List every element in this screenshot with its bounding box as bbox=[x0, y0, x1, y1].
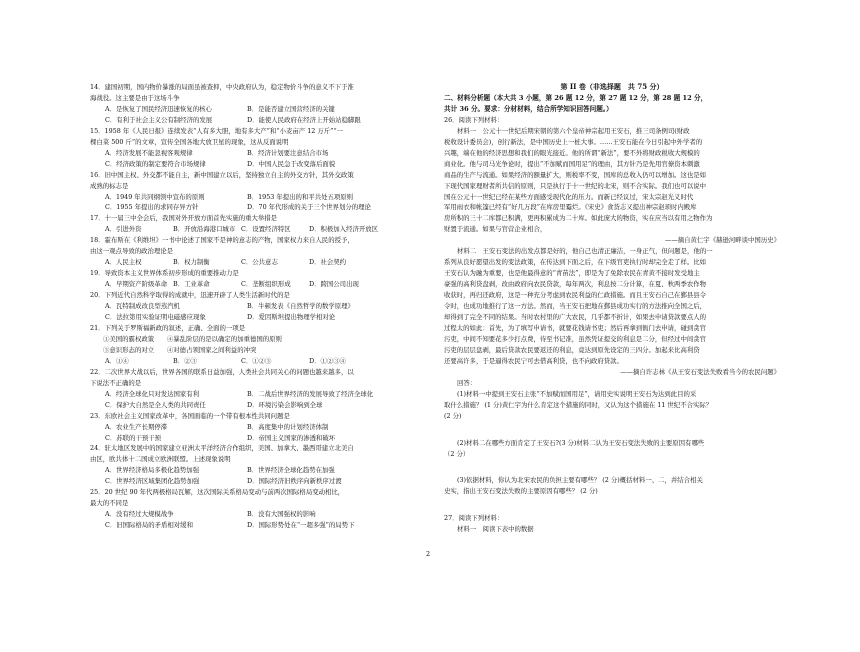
option-text: A．①④ bbox=[105, 356, 129, 365]
sub-item-line: ③意识形态的对立 ④对德占领国家之间利益的冲突 bbox=[103, 345, 257, 354]
option-text: C．旧国际格局的矛盾相对缓和 bbox=[105, 521, 193, 530]
option-text: A．引进外资 bbox=[105, 225, 142, 234]
option-text: C．保护大自然是全人类的共同责任 bbox=[105, 400, 206, 409]
option-text: B．1953 年提出的和平共处五项原则 bbox=[247, 192, 354, 201]
option-text: D．环境污染会影响到全球 bbox=[247, 400, 323, 409]
text-line: 令时，也成功地推行了这一方法。然而，当王安石把地在鄞县成功实行的方法推向全国之后， bbox=[444, 302, 707, 311]
text-line: 26．阅读下列材料： bbox=[444, 115, 504, 124]
question-line: 15．1958 年《人民日报》连续发表“人有多大胆，地有多大产”和“小麦亩产 12 万斤”“一 bbox=[90, 126, 344, 135]
text-line: 财置于流通。如果与官营企业相合， bbox=[444, 225, 547, 234]
question-line: 17．十一届三中全会后，我国对外开放方面首先实施的重大举措是 bbox=[90, 214, 278, 223]
left-column bbox=[90, 82, 408, 652]
option-line bbox=[90, 509, 408, 520]
text-line: 收获时，再归还政府，这是一种充分考虑到农民利益的仁政措施。而且王安石自己在鄞县县令 bbox=[444, 291, 707, 300]
text-line: 回答： bbox=[457, 378, 477, 387]
option-text: A．1949 年共同纲领中宣布的原则 bbox=[105, 192, 205, 201]
option-text: A．经济发展不能忽视客观规律 bbox=[105, 148, 193, 157]
option-text: B．没有大国强权的影响 bbox=[247, 510, 316, 519]
text-line: 材料二 王安石变法的出发点都是好的，他自己也清正廉洁，一身正气，但问题是，他的一 bbox=[457, 247, 713, 256]
option-line bbox=[90, 433, 408, 444]
text-line: 史实，指出王安石变法失败的主要原因有哪些？ (2 分) bbox=[444, 487, 598, 496]
option-text: B．经济计划要注意结合市场 bbox=[247, 148, 329, 157]
text-line: 国在公元十一世纪已经在某些方面感受现代化的压力。而新已经议过，宋太宗赵光义时代 bbox=[444, 192, 694, 201]
option-text: B．工业革命 bbox=[173, 280, 210, 289]
section-title: 第 II 卷（非选择题 共 75 分） bbox=[560, 82, 664, 91]
question-line: 最大的不同是 bbox=[90, 499, 129, 508]
text-line: 材料一 阅读下表中的数据 bbox=[457, 525, 534, 534]
option-line bbox=[90, 115, 408, 126]
option-line bbox=[90, 159, 408, 170]
option-text: D．中国人民急于改变落后面貌 bbox=[247, 159, 336, 168]
answer-space bbox=[444, 459, 780, 475]
option-text: B．开放沿海港口城市 bbox=[173, 225, 236, 234]
question-line: 23．东欧社会主义国家改革中，各国面临的一个带有根本性共同问题是 bbox=[90, 411, 290, 420]
text-line: 兴趣，端在他的经济思想和我们的眼光接近。他的所谓“新法”，要不外将财政税收大规模的 bbox=[444, 148, 700, 157]
question-line: 24．驻太地区发展中的国家建立亚洲太平洋经济合作组织，美国、加拿大、墨西哥建立北美自 bbox=[90, 444, 354, 453]
option-text: D．社会契约 bbox=[309, 258, 347, 267]
text-line: 税收设计委员会)，创行新法，是中国历史上一桩大事。……王安石能在今日引起中外学者的 bbox=[444, 137, 703, 146]
option-text: C．垄断组织形成 bbox=[241, 280, 291, 289]
option-line bbox=[90, 389, 408, 400]
question-line: 由这一观点导致的政治理论是 bbox=[90, 247, 174, 256]
right-column bbox=[444, 82, 780, 652]
option-line bbox=[90, 476, 408, 487]
question-line: 下说法不正确的是 bbox=[90, 378, 142, 387]
option-text: B．②③ bbox=[173, 356, 197, 365]
option-text: A．是恢复了国民经济迅速恢复的核心 bbox=[105, 104, 212, 113]
option-line bbox=[90, 520, 408, 531]
text-line: 商业化。他与司马光争论时，提出“不加赋而国用足”的理由，其方针乃是先用官僚资本刺激 bbox=[444, 159, 700, 168]
option-text: A．农业生产长期停滞 bbox=[105, 422, 168, 431]
text-line: 房所积的三十二库都已积满，更再积累成为二十库。如此庞大的物资，实在应当以有用之物作为 bbox=[444, 214, 713, 223]
text-line: 污吏，中间不知要花多少打点费，待至书记准，虽然凭证提交的利息是二分，但经过中间贪官 bbox=[444, 334, 707, 343]
option-text: B．高度集中的计划经济体制 bbox=[247, 422, 329, 431]
text-line: 豪强的高利贷盘剥，改由政府向农民贷款，每年两次，利息按二分计算，在夏、秋两季农作物 bbox=[444, 280, 707, 289]
question-line: 16．旧中国主权、外交都不能自主，新中国建立以后，坚持独立自主的外交方针，其外交政策 bbox=[90, 170, 354, 179]
question-line: 18．霍布斯在《利维坦》一书中论述了国家不是神的意志的产物，国家权力来自人民的授予， bbox=[90, 236, 354, 245]
text-line: 军用雨衣和帐篷已经有“好几万段”在库房里霉烂。《宋史》食货志又提出神宗赵顼时内殿库 bbox=[444, 203, 697, 212]
option-text: D．①②③④ bbox=[309, 356, 347, 365]
option-line bbox=[90, 257, 408, 268]
option-text: C．1955 年提出的求同存异方针 bbox=[105, 203, 199, 212]
answer-space bbox=[444, 497, 780, 513]
page-number: 2 bbox=[426, 550, 431, 558]
option-text: C．苏联的干预干预 bbox=[105, 433, 162, 442]
option-text: A．世界经济格局多极化趋势加强 bbox=[105, 466, 200, 475]
question-line: 由区，欧共体十二国成立欧洲联盟。上述现象说明 bbox=[90, 455, 231, 464]
option-text: D．帝国主义国家的渗透和破坏 bbox=[247, 433, 336, 442]
option-text: C．有利于社会主义公有制经济的发展 bbox=[105, 115, 213, 124]
question-line: 14．建国初期，国内物价暴涨的局面虽被查抑，中央政府认为，稳定物价斗争的意义不下于淮 bbox=[90, 83, 354, 91]
question-line: 成熟的标志是 bbox=[90, 181, 129, 190]
question-line: 海战役。这主要是由于这场斗争 bbox=[90, 93, 180, 102]
option-text: D．跨国公司出现 bbox=[309, 280, 359, 289]
text-line: 污吏的层层盘剥，最后贷款农民要返还的利息，竟达到原先设定的三四分。加起来比高利贷 bbox=[444, 345, 700, 354]
option-text: C．经济政策的制定要符合市场规律 bbox=[105, 159, 206, 168]
option-line bbox=[90, 356, 408, 367]
option-text: D．积极加入经济开放区 bbox=[309, 225, 379, 234]
option-line bbox=[90, 104, 408, 115]
option-text: B．牛顿发表《自然哲学的数学原理》 bbox=[247, 302, 354, 311]
option-text: B．权力制衡 bbox=[173, 258, 210, 267]
option-text: B．世界经济全球化趋势在加强 bbox=[247, 466, 335, 475]
text-line: 还要高许多，于是逼得农民宁可去借高利贷，也不向政府贷款。 bbox=[444, 356, 623, 365]
option-text: A．没有经过大规模战争 bbox=[105, 510, 174, 519]
option-line bbox=[90, 224, 408, 235]
source-citation: ——摘自黄仁宇《赫逊河畔谈中国历史》 bbox=[664, 236, 780, 245]
text-line: 取什么措施？ (1 分)黄仁宇为什么肯定这个措施的同时，又认为这个措施在 11 世纪不合实际？ bbox=[444, 400, 713, 409]
option-text: D．爱因斯坦提出物理学相对论 bbox=[247, 313, 336, 322]
option-text: D．国际形势处在“一超多强”的局势下 bbox=[247, 521, 355, 530]
text-line: 27．阅读下列材料： bbox=[444, 514, 504, 523]
text-line: 材料一 公元十一世纪后期宋朝的第六个皇帝神宗起用王安石，推三司条例司(财政 bbox=[457, 126, 690, 135]
question-line: 25．20 世纪 90 年代两极格局瓦解，这次国际关系格局变动与前两次国际格局变动相比， bbox=[90, 488, 345, 497]
option-line bbox=[90, 192, 408, 203]
text-line: (3)依据材料，你认为北宋农民的负担主要有哪些？ (2 分)概括材料一、二，并结合相关 bbox=[457, 476, 703, 485]
option-text: B．二战后世界经济的发展导致了经济全球化 bbox=[247, 389, 374, 398]
source-citation: ——摘自许志林《从王安石变法失败看当今的农民问题》 bbox=[620, 367, 780, 376]
question-line: 21．下列关于罗斯福新政的叙述，正确、全面的一项是 bbox=[90, 323, 246, 332]
option-line bbox=[90, 279, 408, 290]
question-line: 19．导致资本主义世界体系初步形成的重要推动力是 bbox=[90, 269, 239, 278]
option-text: C．设置经济特区 bbox=[241, 225, 291, 234]
option-text: A．经济全球化只对发达国家有利 bbox=[105, 389, 200, 398]
right-body bbox=[444, 115, 780, 535]
option-text: C．①②③ bbox=[241, 356, 272, 365]
option-text: A．早期资产阶级革命 bbox=[105, 280, 168, 289]
option-line bbox=[90, 465, 408, 476]
option-text: C．世界经济区域集团化趋势加强 bbox=[105, 477, 200, 486]
option-text: D．国际经济旧秩序向新秩序过渡 bbox=[247, 477, 342, 486]
question-line: 棵白菜 500 斤”的文章，宣传全国各地大放卫星的现象，这从反面说明 bbox=[90, 137, 289, 146]
option-line bbox=[90, 400, 408, 411]
text-line: (2 分) bbox=[444, 411, 462, 420]
option-line bbox=[90, 422, 408, 433]
text-line: （2 分） bbox=[444, 449, 470, 458]
option-text: B．是能否建立国营经济的关键 bbox=[247, 104, 335, 113]
text-line: 下现代国家理财者所共信的原则，只是执行于十一世纪的北宋，则不合实际。我们也可以说中 bbox=[444, 181, 707, 190]
sub-item-line: ①美国的霸权政策 ④暴乱阶层的是以确定的加重德国的原则 bbox=[103, 334, 282, 343]
option-line bbox=[90, 312, 408, 323]
text-line: (1)材料一中提到王安石主张“不加赋而国用足”，请用史实说明王安石为达到此目的采 bbox=[457, 389, 697, 398]
section-heading-line-2: 共计 36 分。要求：分材材料，结合所学知识回答问题。） bbox=[444, 104, 613, 113]
text-line: 王安石认为融为重要，也是他最得意的“青苗法”，即是为了免除农民在青黄不接时发受地主 bbox=[444, 269, 700, 278]
option-text: C．法拉第用实验证明电磁感应现象 bbox=[105, 313, 206, 322]
text-line: 系列从良好愿望出发的变法政策，在传达到下面之后，在下级官吏执行时却完全走了样。比如 bbox=[444, 258, 707, 267]
question-line: 20．下列近代自然科学取得的成就中，迅速开辟了人类生活新时代的是 bbox=[90, 291, 290, 300]
text-line: 商品的生产与流通。如果经济的额量扩大，则税率不变，国库的总收入仍可以增加。这也是如 bbox=[444, 170, 707, 179]
section-heading-line-1: 二、材料分析题（本大共 3 小题，第 26 题 12 分，第 27 题 12 分，第 28 题 12 分， bbox=[444, 93, 708, 102]
option-line bbox=[90, 202, 408, 213]
text-line: 却得到了完全不同的结果。当时农村里的广大农民，几乎都不折计，如果去申请贷款要点人的 bbox=[444, 313, 707, 322]
text-line: (2)材料二在哪些方面肯定了王安石?(3 分)材料二认为王安石变法失败的主要原因有哪些 bbox=[457, 438, 705, 447]
option-line bbox=[90, 148, 408, 159]
option-text: C．公共意志 bbox=[241, 258, 278, 267]
question-line: 22．二次世界大战以后，世界各国的联系日益加强，人类社会共同关心的问题也越来越多，以 bbox=[90, 367, 354, 376]
option-line bbox=[90, 301, 408, 312]
option-text: A．瓦特制成改良型蒸汽机 bbox=[105, 302, 180, 311]
text-line: 过程太的如此：首先，为了填写申请书，就要花钱请书吏；然后再拿到衙门去申请，碰到贪官 bbox=[444, 323, 707, 332]
option-text: A．人民主权 bbox=[105, 258, 142, 267]
answer-space bbox=[444, 422, 780, 438]
option-text: D．能使人民政府在经济上开始站稳脚跟 bbox=[247, 115, 361, 124]
option-text: D．70 年代形成的关于三个世界划分的理论 bbox=[247, 203, 371, 212]
